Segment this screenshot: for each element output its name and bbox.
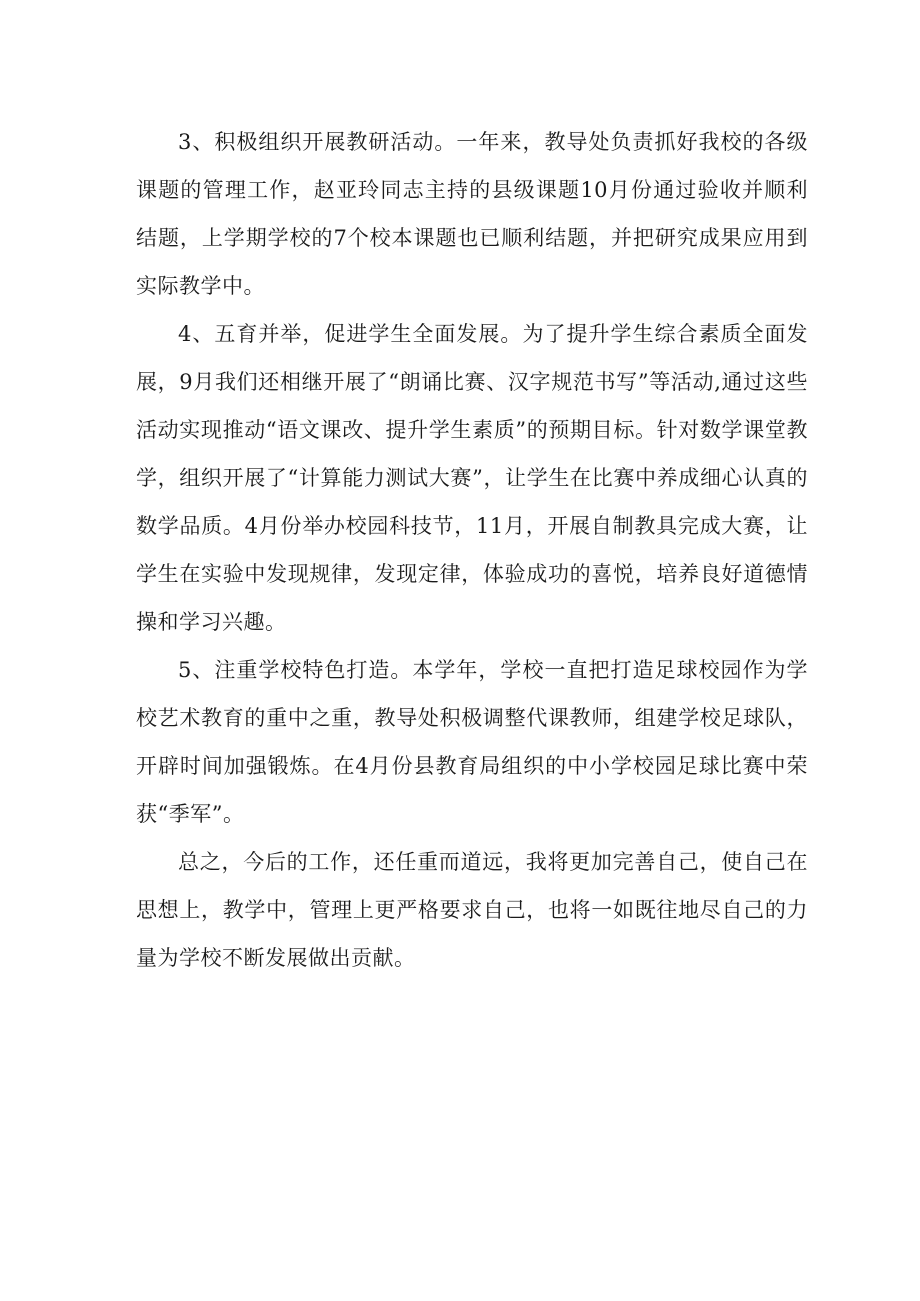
paragraph-research-activities: 3、积极组织开展教研活动。一年来，教导处负责抓好我校的各级课题的管理工作，赵亚玲同志主持的县级课题10月份通过验收并顺利结题，上学期学校的7个校本课题也已顺利结题，并把研究成果应用到实际教学中。 (136, 130, 808, 298)
paragraph-student-development: 4、五育并举，促进学生全面发展。为了提升学生综合素质全面发展，9月我们还相继开展了“朗诵比赛、汉字规范书写”等活动,通过这些活动实现推动“语文课改、提升学生素质”的预期目标。针对数学课堂教学，组织开展了“计算能力测试大赛”，让学生在比赛中养成细心认真的数学品质。4月份举办校园科技节，11月，开展自制教具完成大赛，让学生在实验中发现规律，发现定律，体验成功的喜悦，培养良好道德情操和学习兴趣。 (136, 322, 808, 634)
paragraph-conclusion: 总之，今后的工作，还任重而道远，我将更加完善自己，使自己在思想上，教学中，管理上更严格要求自己，也将一如既往地尽自己的力量为学校不断发展做出贡献。 (136, 850, 808, 970)
document-body (136, 118, 808, 982)
paragraph-school-features: 5、注重学校特色打造。本学年，学校一直把打造足球校园作为学校艺术教育的重中之重，教导处积极调整代课教师，组建学校足球队，开辟时间加强锻炼。在4月份县教育局组织的中小学校园足球比赛中荣获“季军”。 (136, 658, 808, 826)
